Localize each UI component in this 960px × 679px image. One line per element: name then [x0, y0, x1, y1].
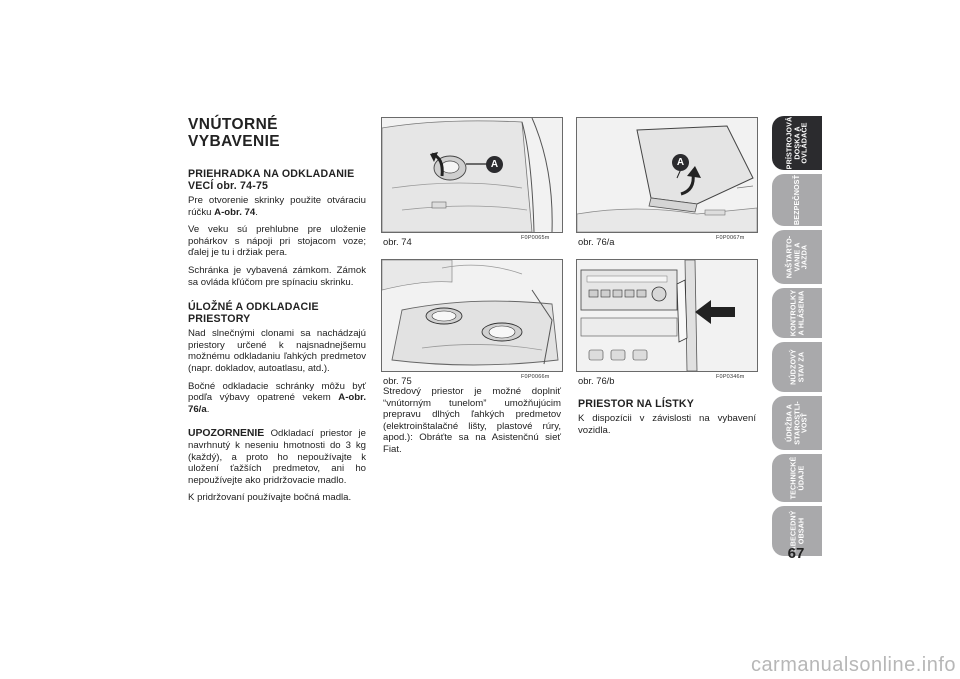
- marker-a: A: [486, 156, 503, 173]
- text: .: [255, 206, 258, 218]
- paragraph-lock: Schránka je vybavená zámkom. Zámok sa ovláda kľúčom pre spínaciu skrinku.: [188, 264, 366, 288]
- text: Pre otvorenie skrinky použite otváraciu rúčku: [188, 195, 366, 218]
- ticket-holder-illustration: [577, 260, 757, 371]
- tab-maintenance[interactable]: [772, 396, 822, 450]
- figure-76b-caption: obr. 76/b: [578, 375, 615, 386]
- marker-a: A: [672, 154, 689, 171]
- tab-instrument-panel[interactable]: [772, 116, 822, 170]
- tab-starting-driving[interactable]: [772, 230, 822, 284]
- figure-74-code: F0P0065m: [521, 235, 550, 241]
- heading-storage: ÚLOŽNÉ A ODKLADACIE PRIESTORY: [188, 301, 319, 326]
- tab-label: ÚDRŽBA A STAROSTLI- VOSŤ: [784, 401, 809, 445]
- tab-label: NÚDZOVÝ STAV ZA: [788, 349, 805, 385]
- text: Bočné odkladacie schránky môžu byť podľa výbavy opatrené vekem: [188, 380, 366, 404]
- figure-76a-side-storage: [576, 117, 758, 233]
- tab-label: PRÍSTROJOVÁ DOSKA A OVLÁDAČE: [784, 116, 809, 170]
- warning-text: Odkladací priestor je navrhnutý k neseniu hmotnosti do 3 kg (každý), a proto ho nepoužívajte k uložení ťažších predmetov, ani ho nepoužívejte ako pridržovacie madlo.: [188, 428, 366, 486]
- page-title: VNÚTORNÉ VYBAVENIE: [188, 116, 281, 150]
- paragraph-sunvisor-storage: Nad slnečnými clonami sa nachádzajú priestory určené k najsnadnejšemu možnému odkladaniu ľahkých predmetov (napr. dokladov, autoatlasu, atd.).: [188, 328, 366, 374]
- tab-label: ABECEDNÝ OBSAH: [788, 510, 805, 552]
- figure-reference: A-obr. 76/a: [188, 392, 366, 415]
- text: .: [206, 403, 210, 415]
- warning-paragraph: [188, 428, 366, 486]
- figure-74-glovebox-handle: [381, 117, 563, 233]
- center-storage-illustration: [382, 260, 562, 371]
- text-column-1: [188, 116, 366, 510]
- figure-75-center-storage: [381, 259, 563, 372]
- side-storage-illustration: [577, 118, 757, 232]
- warning-label: UPOZORNENIE: [188, 428, 265, 440]
- tab-label: BEZPEČNOSŤ: [792, 174, 802, 226]
- heading-glovebox: PRIEHRADKA NA ODKLADANIE VECÍ obr. 74-75: [188, 168, 355, 192]
- figure-76a-code: F0P0067m: [716, 235, 745, 241]
- paragraph-cupholders: Ve veku sú prehlubne pre uloženie pohárkov s nápoji pri stojacom voze; ďalej je tu i držiak pera.: [188, 224, 366, 259]
- heading-ticket-holder: PRIESTOR NA LÍSTKY: [578, 398, 695, 410]
- page-number: 67: [787, 545, 805, 562]
- figure-76b-ticket-holder: [576, 259, 758, 372]
- tab-warning-lights[interactable]: [772, 288, 822, 338]
- figure-75-caption: obr. 75: [383, 375, 412, 386]
- text-column-3: [578, 398, 756, 442]
- watermark: carmanualsonline.info: [750, 654, 956, 676]
- text-column-2: [383, 386, 561, 462]
- figure-76a-caption: obr. 76/a: [578, 236, 615, 247]
- figure-74-caption: obr. 74: [383, 236, 412, 247]
- tab-label: KONTROLKY A HLÁSENIA: [788, 289, 805, 337]
- tab-safety[interactable]: [772, 174, 822, 226]
- paragraph-handles: K pridržovaní používajte bočná madla.: [188, 492, 352, 504]
- paragraph-side-storage: [188, 381, 366, 416]
- tab-technical-data[interactable]: [772, 454, 822, 502]
- paragraph-open-glovebox: [188, 195, 366, 218]
- figure-75-code: F0P0066m: [521, 374, 550, 380]
- glovebox-handle-illustration: [382, 118, 562, 232]
- paragraph-ticket-holder: K dispozícii v závislosti na vybavení vozidla.: [578, 413, 756, 436]
- figure-reference: A-obr. 74: [214, 206, 256, 218]
- tab-emergency[interactable]: [772, 342, 822, 392]
- paragraph-center-tunnel: Stredový priestor je možné doplniť “vnútorným tunelom” umožňujúcim prepravu dlhých ľahkých predmetov (elektroinštalačné lišty, plastové rúry, apod.): Obráťte sa na Asistenčnú sieť Fiat.: [383, 386, 561, 455]
- tab-label: TECHNICKÉ ÚDAJE: [788, 456, 805, 500]
- figure-76b-code: F0P0346m: [716, 374, 745, 380]
- tab-label: NAŠTARTO- VANIE A JAZDA: [784, 235, 809, 279]
